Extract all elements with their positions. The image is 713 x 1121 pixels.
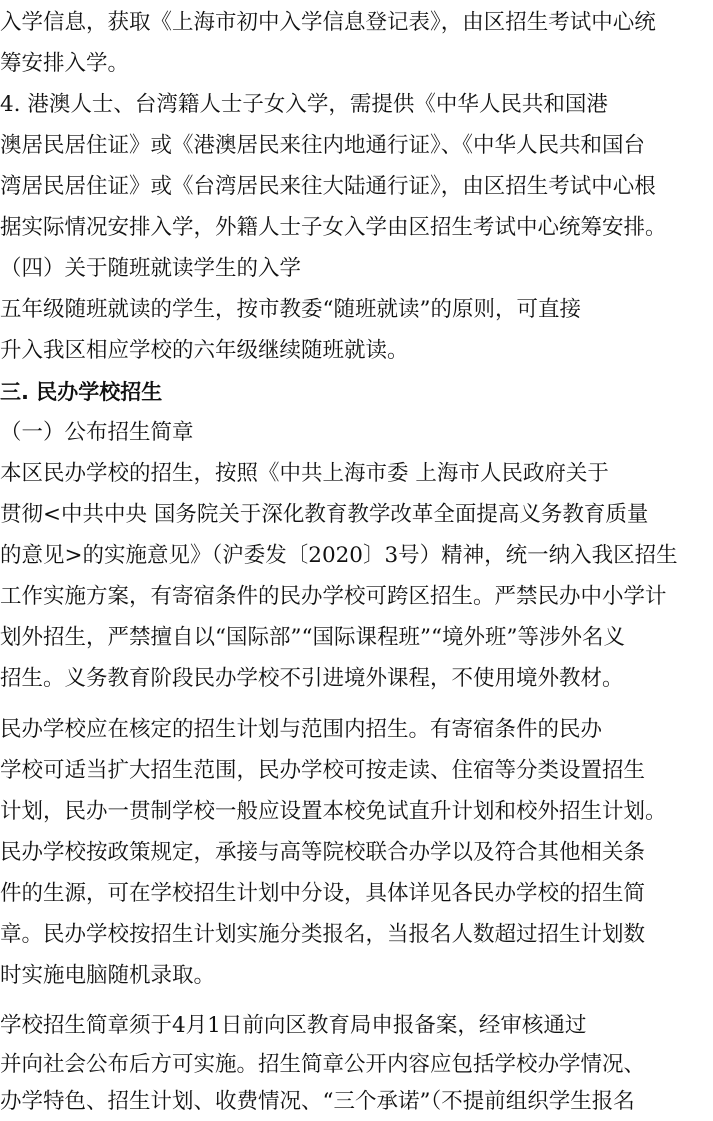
- text-line: 入学信息，获取《上海市初中入学信息登记表》，由区招生考试中心统: [0, 10, 656, 35]
- text-line: 民办学校按政策规定，承接与高等院校联合办学以及符合其他相关条: [0, 840, 646, 865]
- text-line: 章。民办学校按招生计划实施分类报名，当报名人数超过招生计划数: [0, 922, 646, 947]
- text-line: 筹安排入学。: [0, 51, 130, 76]
- text-line: 件的生源，可在学校招生计划中分设，具体详见各民办学校的招生简: [0, 881, 646, 906]
- text-line: 的意见>的实施意见》（沪委发〔2020〕3号）精神，统一纳入我区招生: [0, 543, 678, 568]
- text-line: 学校招生简章须于4月1日前向区教育局申报备案，经审核通过: [0, 1013, 587, 1038]
- text-line: 时实施电脑随机录取。: [0, 963, 216, 988]
- text-line: 贯彻<中共中央 国务院关于深化教育教学改革全面提高义务教育质量: [0, 502, 649, 527]
- section-subheading: （一）公布招生简章: [0, 420, 194, 445]
- text-line: 划外招生，严禁擅自以“国际部”“国际课程班”“境外班”等涉外名义: [0, 625, 625, 650]
- text-line: 澳居民居住证》或《港澳居民来往内地通行证》、《中华人民共和国台: [0, 133, 646, 158]
- text-line: 湾居民居住证》或《台湾居民来往大陆通行证》，由区招生考试中心根: [0, 174, 656, 199]
- text-line: 招生。义务教育阶段民办学校不引进境外课程，不使用境外教材。: [0, 666, 624, 691]
- text-line: 据实际情况安排入学，外籍人士子女入学由区招生考试中心统筹安排。: [0, 215, 667, 240]
- text-line: 本区民办学校的招生，按照《中共上海市委 上海市人民政府关于: [0, 461, 609, 486]
- text-line: 民办学校应在核定的招生计划与范围内招生。有寄宿条件的民办: [0, 717, 603, 742]
- text-line: 并向社会公布后方可实施。招生简章公开内容应包括学校办学情况、: [0, 1052, 646, 1077]
- text-line: 升入我区相应学校的六年级继续随班就读。: [0, 338, 409, 363]
- text-line: 五年级随班就读的学生，按市教委“随班就读”的原则，可直接: [0, 297, 581, 322]
- text-line: 工作实施方案，有寄宿条件的民办学校可跨区招生。严禁民办中小学计: [0, 584, 667, 609]
- text-line: 办学特色、招生计划、收费情况、“三个承诺”（不提前组织学生报名: [0, 1089, 635, 1114]
- text-line: 学校可适当扩大招生范围，民办学校可按走读、住宿等分类设置招生: [0, 758, 646, 783]
- text-line: 4. 港澳人士、台湾籍人士子女入学，需提供《中华人民共和国港: [0, 92, 608, 117]
- section-heading: 三. 民办学校招生: [0, 380, 163, 404]
- section-subheading: （四）关于随班就读学生的入学: [0, 256, 302, 281]
- text-line: 计划，民办一贯制学校一般应设置本校免试直升计划和校外招生计划。: [0, 799, 667, 824]
